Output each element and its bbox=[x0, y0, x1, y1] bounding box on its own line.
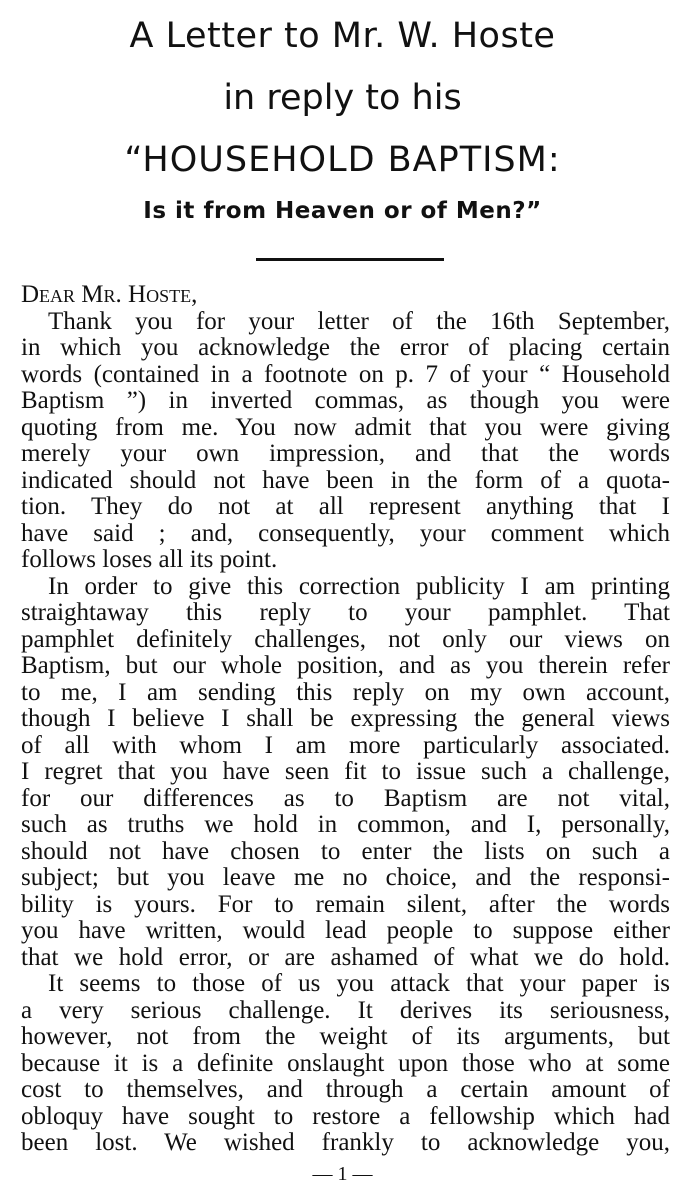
text-line: Baptism ”) in inverted commas, as though you were bbox=[21, 387, 670, 414]
text-line: tion. They do not at all represent anything that I bbox=[21, 493, 670, 520]
text-line: to me, I am sending this reply on my own account, bbox=[21, 678, 670, 706]
text-line: obloquy have sought to restore a fellowship which had bbox=[21, 1102, 670, 1130]
divider-rule bbox=[256, 258, 444, 261]
paragraph bbox=[21, 309, 670, 574]
text-line: words (contained in a footnote on p. 7 of your “ Household bbox=[21, 360, 670, 388]
text-line: quoting from me. You now admit that you were giving bbox=[21, 413, 670, 441]
text-line: Thank you for your letter of the 16th September, bbox=[48, 307, 670, 335]
salutation: Dear Mr. Hoste, bbox=[21, 281, 198, 308]
subtitle: Is it from Heaven or of Men?” bbox=[143, 198, 542, 224]
text-line: though I believe I shall be expressing the general views bbox=[21, 705, 670, 732]
title-line-3: “HOUSEHOLD BAPTISM: bbox=[124, 140, 561, 180]
text-line: straightaway this reply to your pamphlet. That bbox=[21, 599, 670, 626]
text-line: a very serious challenge. It derives its seriousness, bbox=[21, 996, 670, 1024]
title-line-1: A Letter to Mr. W. Hoste bbox=[129, 16, 556, 56]
paragraph bbox=[21, 971, 670, 1157]
paragraphs bbox=[21, 309, 670, 1157]
title-line-2: in reply to his bbox=[223, 78, 462, 118]
text-line: for our differences as to Baptism are not vital, bbox=[21, 784, 670, 812]
text-line: that we hold error, or are ashamed of what we do hold. bbox=[21, 943, 670, 971]
letter-body bbox=[21, 282, 670, 1157]
paragraph bbox=[21, 574, 670, 972]
text-line: follows loses all its point. bbox=[21, 546, 278, 573]
text-line: merely your own impression, and that the words bbox=[21, 440, 670, 467]
text-line: It seems to those of us you attack that your paper is bbox=[48, 970, 670, 997]
text-line: should not have chosen to enter the lists on such a bbox=[21, 837, 670, 865]
text-line: subject; but you leave me no choice, and the responsi- bbox=[21, 864, 670, 891]
text-line: In order to give this correction publicity I am printing bbox=[48, 572, 670, 600]
text-line: indicated should not have been in the form of a quota- bbox=[21, 466, 670, 494]
text-line: have said ; and, consequently, your comment which bbox=[21, 519, 670, 547]
text-line: cost to themselves, and through a certain amount of bbox=[21, 1076, 670, 1103]
text-line: pamphlet definitely challenges, not only our views on bbox=[21, 625, 670, 653]
text-line: because it is a definite onslaught upon those who at some bbox=[21, 1049, 670, 1077]
text-line: of all with whom I am more particularly associated. bbox=[21, 731, 670, 759]
text-line: been lost. We wished frankly to acknowledge you, bbox=[21, 1129, 670, 1156]
text-line: however, not from the weight of its arguments, but bbox=[21, 1023, 670, 1050]
text-line: I regret that you have seen fit to issue such a challenge, bbox=[21, 758, 670, 785]
page-number: — 1 — bbox=[312, 1163, 373, 1185]
text-line: you have written, would lead people to suppose either bbox=[21, 917, 670, 944]
text-line: such as truths we hold in common, and I, personally, bbox=[21, 811, 670, 838]
text-line: in which you acknowledge the error of placing certain bbox=[21, 334, 670, 361]
text-line: bility is yours. For to remain silent, after the words bbox=[21, 890, 670, 918]
text-line: Baptism, but our whole position, and as you therein refer bbox=[21, 652, 670, 679]
